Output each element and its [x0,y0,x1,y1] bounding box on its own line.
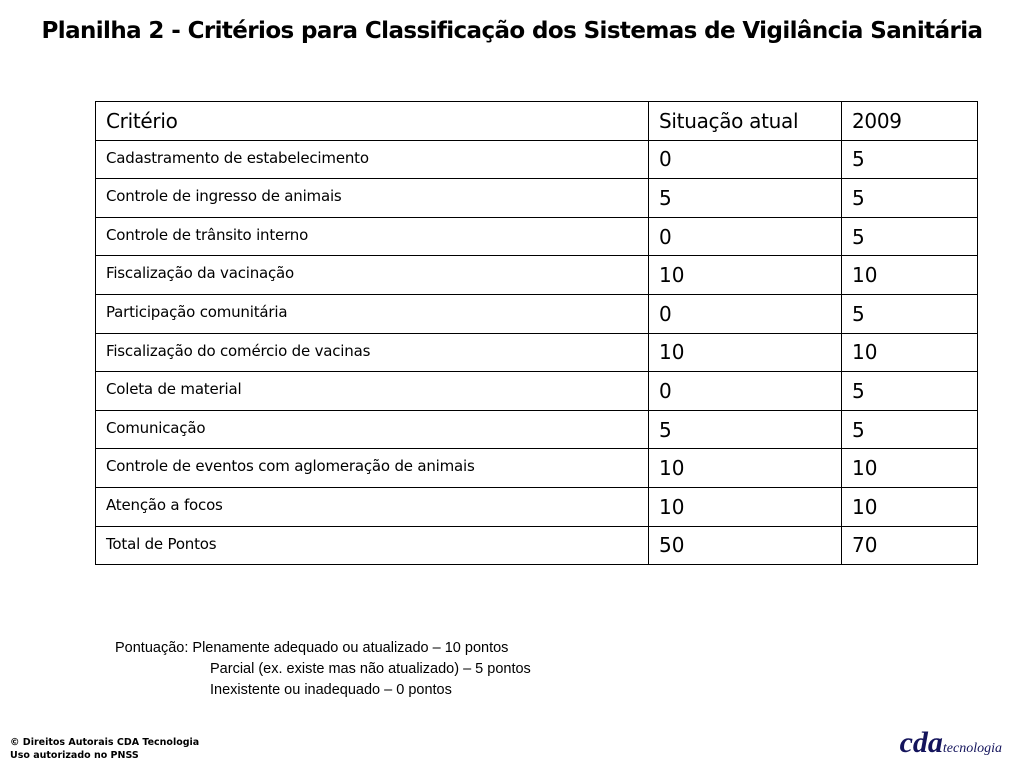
current-score-cell: 0 [649,140,842,179]
score-2009-cell: 5 [842,294,978,333]
score-2009-cell: 10 [842,449,978,488]
criterion-cell: Total de Pontos [96,526,649,565]
table-header-row [96,102,978,141]
current-score-cell: 0 [649,372,842,411]
copyright-notice [10,736,199,762]
score-2009-cell: 5 [842,217,978,256]
current-score-cell: 5 [649,179,842,218]
criterion-cell: Comunicação [96,410,649,449]
table-row [96,449,978,488]
score-2009-cell: 5 [842,179,978,218]
scoring-legend [115,638,531,701]
logo-main-text: cda [899,726,943,759]
current-score-cell: 10 [649,449,842,488]
table-row [96,410,978,449]
table-row [96,333,978,372]
score-2009-cell: 10 [842,256,978,295]
current-score-cell: 5 [649,410,842,449]
criterion-cell: Fiscalização da vacinação [96,256,649,295]
table-row [96,140,978,179]
current-score-cell: 10 [649,256,842,295]
authorization-line: Uso autorizado no PNSS [10,750,139,761]
current-score-cell: 10 [649,333,842,372]
header-2009: 2009 [842,102,978,141]
table-row-total [96,526,978,565]
score-2009-cell: 70 [842,526,978,565]
score-2009-cell: 5 [842,410,978,449]
table-row [96,217,978,256]
criterion-cell: Participação comunitária [96,294,649,333]
score-2009-cell: 5 [842,372,978,411]
legend-line-none: Inexistente ou inadequado – 0 pontos [210,682,452,698]
criterion-cell: Controle de trânsito interno [96,217,649,256]
criterion-cell: Controle de eventos com aglomeração de animais [96,449,649,488]
criteria-table [95,101,978,565]
header-situacao-atual: Situação atual [649,102,842,141]
current-score-cell: 10 [649,487,842,526]
score-2009-cell: 5 [842,140,978,179]
criterion-cell: Fiscalização do comércio de vacinas [96,333,649,372]
cda-logo [900,726,1002,760]
current-score-cell: 0 [649,217,842,256]
table-row [96,372,978,411]
legend-line-partial: Parcial (ex. existe mas não atualizado) – 5 pontos [210,661,531,677]
logo-sub-text: tecnologia [942,741,1002,756]
table-row [96,256,978,295]
criterion-cell: Cadastramento de estabelecimento [96,140,649,179]
legend-line-full: Pontuação: Plenamente adequado ou atualizado – 10 pontos [115,640,509,656]
copyright-line: © Direitos Autorais CDA Tecnologia [10,737,200,748]
criterion-cell: Atenção a focos [96,487,649,526]
table-row [96,294,978,333]
score-2009-cell: 10 [842,487,978,526]
score-2009-cell: 10 [842,333,978,372]
table-row [96,487,978,526]
header-criterio: Critério [96,102,649,141]
table-row [96,179,978,218]
current-score-cell: 0 [649,294,842,333]
page-title: Planilha 2 - Critérios para Classificação dos Sistemas de Vigilância Sanitária [41,18,983,44]
criterion-cell: Controle de ingresso de animais [96,179,649,218]
criterion-cell: Coleta de material [96,372,649,411]
current-score-cell: 50 [649,526,842,565]
